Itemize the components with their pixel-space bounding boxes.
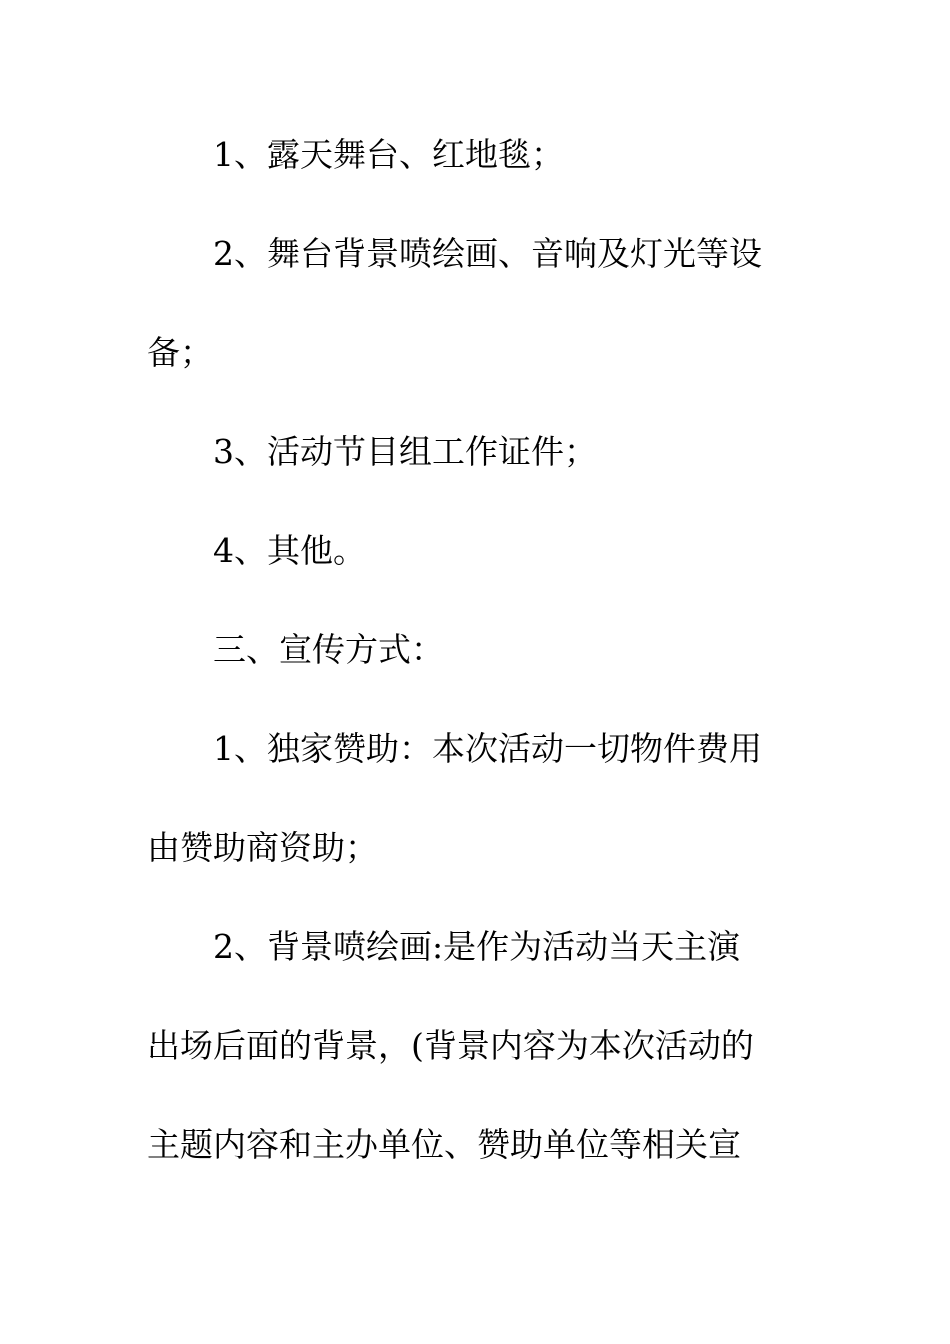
list-item-other: 4、其他。 <box>213 531 366 570</box>
list-item-stage: 1、露天舞台、红地毯； <box>213 135 564 174</box>
list-item-backdrop-equipment-cont: 备； <box>147 333 213 372</box>
document-body <box>147 122 797 1211</box>
paragraph-backdrop: 2、背景喷绘画:是作为活动当天主演 <box>213 927 741 966</box>
paragraph-exclusive-sponsor: 1、独家赞助：本次活动一切物件费用 <box>213 729 762 768</box>
paragraph-backdrop-cont-2: 主题内容和主办单位、赞助单位等相关宣 <box>147 1125 741 1164</box>
paragraph-exclusive-sponsor-cont: 由赞助商资助； <box>147 828 378 867</box>
paragraph-backdrop-cont-1: 出场后面的背景，(背景内容为本次活动的 <box>147 1026 754 1065</box>
list-item-credentials: 3、活动节目组工作证件； <box>213 432 597 471</box>
list-item-backdrop-equipment: 2、舞台背景喷绘画、音响及灯光等设 <box>213 234 762 273</box>
section-heading-promotion: 三、宣传方式： <box>213 630 444 669</box>
